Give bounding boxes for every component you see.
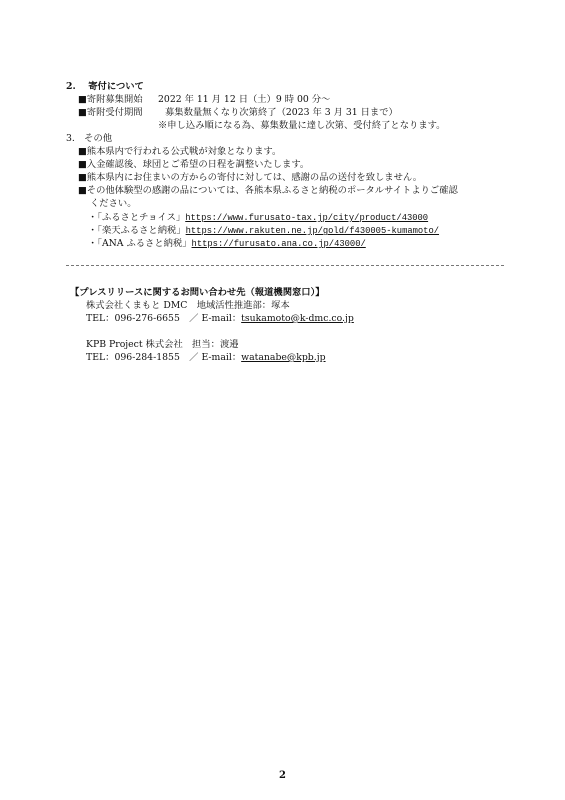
portal-label: ・「楽天ふるさと納税」 [88,225,186,236]
section-2-heading: 2. 寄付について [66,81,144,92]
contact-org-1-tel-row [86,313,354,325]
contact-org-2: KPB Project 株式会社 担当：渡邉 [86,339,239,350]
donation-period-value: 募集数量無くなり次第終了（2023 年 3 月 31 日まで） [165,107,398,118]
other-item-2: ■入金確認後、球団とご希望の日程を調整いたします。 [78,159,310,170]
contact-org-1: 株式会社くまもと DMC 地域活性推進部：塚本 [86,300,290,311]
donation-start-value: 2022 年 11 月 12 日（土）9 時 00 分～ [158,94,331,105]
other-item-3: ■熊本県内にお住まいの方からの寄付に対しては、感謝の品の送付を致しません。 [78,172,423,183]
contact-org-2-tel: TEL：096-284-1855 ／ E-mail： [86,352,242,363]
section-divider [66,265,504,266]
contact-org-2-tel-row [86,352,326,364]
portal-link-row [88,225,439,237]
contact-org-1-email-link[interactable]: tsukamoto@k-dmc.co.jp [241,313,354,324]
section-3-heading: 3. その他 [66,133,113,144]
other-item-4-line-2: ください。 [90,198,137,209]
donation-period-label: ■寄附受付期間 [78,107,143,118]
portal-link-ana[interactable]: https://furusato.ana.co.jp/43000/ [191,239,366,249]
portal-label: ・「ANA ふるさと納税」 [88,238,192,249]
contact-org-2-email-link[interactable]: watanabe@kpb.jp [241,352,326,363]
donation-period-note: ※申し込み順になる為、募集数量に達し次第、受付終了となります。 [158,120,446,131]
portal-link-row [88,238,366,250]
other-item-1: ■熊本県内で行われる公式戦が対象となります。 [78,146,282,157]
donation-start-label: ■寄附募集開始 [78,94,143,105]
portal-link-furusato-choice[interactable]: https://www.furusato-tax.jp/city/product/43000 [185,213,429,223]
portal-link-row [88,212,428,224]
portal-label: ・「ふるさとチョイス」 [88,212,186,223]
contact-heading: 【プレスリリースに関するお問い合わせ先（報道機関窓口）】 [70,287,325,298]
contact-org-1-tel: TEL：096-276-6655 ／ E-mail： [86,313,242,324]
portal-link-rakuten[interactable]: https://www.rakuten.ne.jp/gold/f430005-kumamoto/ [185,226,440,236]
other-item-4-line-1: ■その他体験型の感謝の品については、各熊本県ふるさと納税のポータルサイトよりご確認 [78,185,458,196]
page-number: 2 [279,770,286,781]
